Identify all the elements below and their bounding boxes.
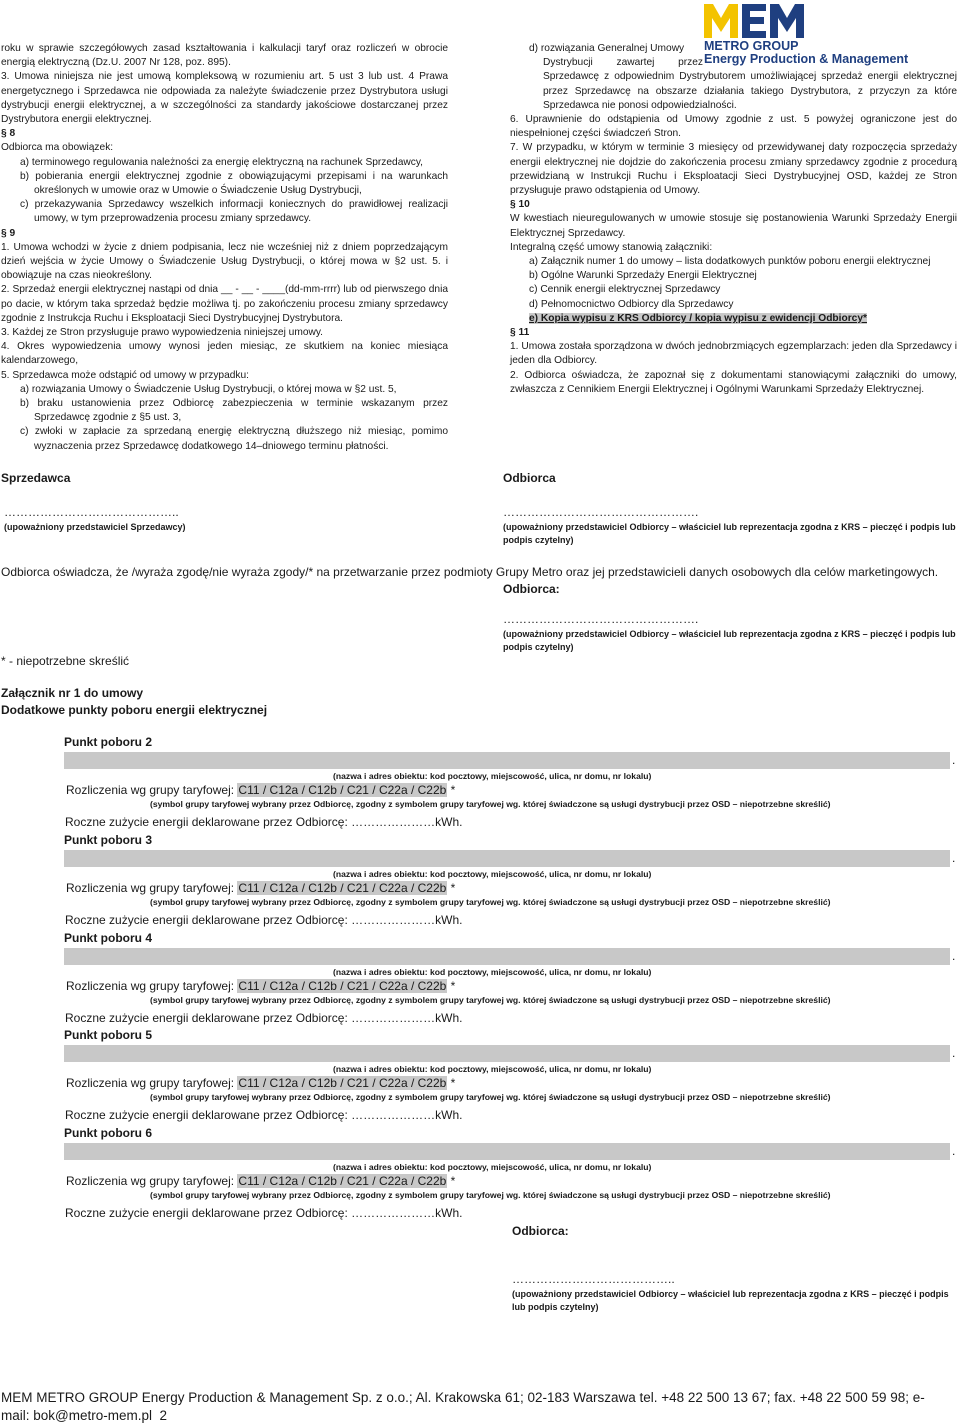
left-paragraph: 5. Sprzedawca może odstąpić od umowy w przypadku:: [1, 369, 250, 381]
logo-tagline-text: Energy Production & Management: [704, 52, 909, 66]
buyer-signature-title: Odbiorca: [503, 471, 556, 485]
logo-mark-icon: [704, 4, 808, 38]
usage-row: [65, 1011, 463, 1025]
address-end-dot: .: [952, 753, 956, 767]
marketing-consent-text: Odbiorca oświadcza, że /wyraża zgodę/nie wyraża zgody/* na przetwarzanie przez podmioty Grupy Metro oraz jej przedstawicieli danych osobowych dla celów marketingowych.: [1, 565, 939, 579]
tariff-label: Rozliczenia wg grupy taryfowej:: [66, 880, 235, 895]
clause-d-line3: Sprzedawcę z odpowiednim Dystrybutorem umożliwiającej sprzedaż energii elektrycznej przez Sprzedawcę na obszarze działania takiego Dystrybutora, z przyczyn za które Sprzedawca nie ponosi odpowiedzialności.: [543, 71, 957, 111]
left-paragraph: 3. Umowa niniejsza nie jest umową kompleksową w rozumieniu art. 5 ust 3 lub ust. 4 Prawa energetycznego i Sprzedawca nie odpowiada za należyte świadczenie przez Dystrybutora usługi dystrybucji energii elektrycznej, a w szczególności za standardy jakościowe dostarczanej przez Dystrybutora energii elektrycznej.: [1, 71, 448, 126]
left-paragraph: 4. Okres wypowiedzenia umowy wynosi jeden miesiąc, ze skutkiem na koniec miesiąca kalendarzowego,: [1, 341, 448, 367]
final-buyer-label: Odbiorca:: [512, 1224, 569, 1238]
left-column-text: [1, 42, 448, 454]
right-paragraph: c) Cennik energii elektrycznej Sprzedawcy: [529, 284, 721, 296]
tariff-group-select[interactable]: C11 / C12a / C12b / C21 / C22a / C22b: [238, 1076, 447, 1091]
usage-label: Roczne zużycie energii deklarowane przez Odbiorcę:: [65, 912, 348, 927]
left-paragraph: Odbiorca ma obowiązek:: [1, 142, 114, 154]
left-paragraph: b) pobierania energii elektrycznej zgodnie z obowiązującymi przepisami i na warunkach określonych w umowie oraz w Umowie o Świadczenie Usług Dystrybucji,: [20, 170, 448, 197]
tariff-star: *: [450, 1076, 456, 1091]
tariff-star: *: [450, 783, 456, 797]
right-column-text: [510, 113, 957, 397]
footnote-text: * - niepotrzebne skreślić: [1, 654, 130, 668]
usage-unit: kWh.: [435, 1206, 463, 1221]
consent-buyer-label: Odbiorca:: [503, 582, 560, 596]
left-paragraph: a) terminowego regulowania należności za energię elektryczną na rachunek Sprzedawcy,: [20, 156, 424, 168]
object-address-field[interactable]: [64, 948, 950, 965]
usage-label: Roczne zużycie energii deklarowane przez Odbiorcę:: [65, 1108, 348, 1123]
address-end-dot: .: [952, 850, 956, 865]
right-paragraph: § 10: [510, 199, 530, 211]
left-paragraph: c) przekazywania Sprzedawcy wszelkich informacji koniecznych do prawidłowej realizacji umowy, w tym przeprowadzenia procesu zmiany sprzedawcy.: [20, 199, 448, 225]
object-address-caption: (nazwa i adres obiektu: kod pocztowy, miejscowość, ulica, nr domu, nr lokalu): [333, 771, 652, 781]
left-paragraph: 1. Umowa wchodzi w życie z dniem podpisania, lecz nie wcześniej niż z dniem poprzedzającym dzień wejścia w życie Umowy o Świadczenie Usług Dystrybucji, o której mowa w §2 ust. 5. i obowiązuje na czas nieokreślony.: [1, 241, 448, 282]
left-paragraph: b) braku ustanowienia przez Odbiorcę zabezpieczenia w terminie wskazanym przez Sprzedawcę zgodnie z §5 ust. 3,: [20, 398, 448, 424]
annex-subtitle: Dodatkowe punkty poboru energii elektrycznej: [1, 703, 268, 717]
tariff-group-select[interactable]: C11 / C12a / C12b / C21 / C22a / C22b: [238, 978, 447, 993]
right_after-paragraph: 1. Umowa została sporządzona w dwóch jednobrzmiących egzemplarzach: jeden dla Sprzedawcy i jeden dla Odbiorcy.: [510, 341, 957, 367]
object-address-field[interactable]: [64, 1143, 950, 1160]
tariff-caption: (symbol grupy taryfowej wybrany przez Odbiorcę, zgodny z symbolem grupy taryfowej wg. której świadczone są usługi dystrybucji przez OSD – niepotrzebne skreślić): [150, 994, 831, 1005]
right-paragraph: d) Pełnomocnictwo Odbiorcy dla Sprzedawcy: [529, 298, 734, 310]
tariff-label: Rozliczenia wg grupy taryfowej:: [66, 783, 235, 797]
right-paragraph: 7. W przypadku, w którym w terminie 3 miesięcy od przewidywanej daty rozpoczęcia sprzedaży energii elektrycznej nie dojdzie do zakończenia procesu zmiany sprzedawcy zgodnie z procedurą przewidzianą w Instrukcji Ruchu i Eksploatacji Sieci Dystrybucyjnej OSD, każdej ze Stron przysługuje prawo odstąpienia od Umowy.: [510, 142, 957, 197]
clause-d-line2: Dystrybucji zawartej przez: [543, 57, 703, 69]
object-address-caption: (nazwa i adres obiektu: kod pocztowy, miejscowość, ulica, nr domu, nr lokalu): [333, 966, 652, 977]
tariff-star: *: [450, 880, 456, 895]
tariff-caption: (symbol grupy taryfowej wybrany przez Odbiorcę, zgodny z symbolem grupy taryfowej wg. której świadczone są usługi dystrybucji przez OSD – niepotrzebne skreślić): [150, 799, 831, 809]
object-address-field[interactable]: [64, 850, 950, 867]
final-buyer-line: …………………………………..: [512, 1272, 675, 1286]
object-address-field[interactable]: [64, 752, 950, 769]
tariff-caption: (symbol grupy taryfowej wybrany przez Odbiorcę, zgodny z symbolem grupy taryfowej wg. której świadczone są usługi dystrybucji przez OSD – niepotrzebne skreślić): [150, 896, 831, 907]
left-paragraph: a) rozwiązania Umowy o Świadczenie Usług Dystrybucji, o której mowa w §2 ust. 5,: [20, 383, 397, 395]
point-title: Punkt poboru 3: [64, 832, 152, 847]
tariff-row: [66, 979, 455, 993]
usage-value-field[interactable]: …………………: [351, 815, 436, 829]
seller-signature-line: ……………………………………..: [4, 505, 179, 519]
usage-label: Roczne zużycie energii deklarowane przez Odbiorcę:: [65, 1010, 348, 1025]
left-paragraph: 3. Każdej ze Stron przysługuje prawo wypowiedzenia niniejszej umowy.: [1, 327, 324, 339]
usage-unit: kWh.: [435, 1108, 463, 1123]
left-paragraph: 2. Sprzedaż energii elektrycznej nastąpi od dnia __ - __ - ____(dd-mm-rrrr) lub od pierwszego dnia po dacie, w którym taka sprzedaż będzie możliwa tj. po zakończeniu procesu zmiany sprzedawcy zgodnie z Instrukcja Ruchu i Eksploatacji Sieci Dystrybucyjnej Dystrybutora.: [1, 284, 448, 324]
consent-buyer-caption: (upoważniony przedstawiciel Odbiorcy – właściciel lub reprezentacja zgodna z KRS – pieczęć i podpis lub podpis czytelny): [503, 629, 956, 652]
right-paragraph: Integralną część umowy stanowią załączniki:: [510, 241, 713, 253]
left-paragraph: § 9: [1, 227, 16, 239]
tariff-row: [66, 881, 455, 895]
right-paragraph: W kwestiach nieuregulowanych w umowie stosuje się postanowienia Warunki Sprzedaży Energii Elektrycznej Sprzedawcy.: [510, 213, 957, 239]
usage-row: [65, 1206, 463, 1220]
usage-value-field[interactable]: …………………: [351, 1206, 436, 1221]
usage-unit: kWh.: [435, 912, 463, 927]
usage-row: [65, 913, 463, 927]
right-paragraph: b) Ogólne Warunki Sprzedaży Energii Elektrycznej: [529, 270, 757, 282]
attachment-e-highlight: [510, 312, 957, 326]
left-paragraph: roku w sprawie szczegółowych zasad kształtowania i kalkulacji taryf oraz rozliczeń w obrocie energią elektryczną (Dz.U. 2007 Nr 128, poz. 895).: [1, 43, 448, 69]
tariff-label: Rozliczenia wg grupy taryfowej:: [66, 978, 235, 993]
left-paragraph: § 8: [1, 128, 16, 140]
point-title: Punkt poboru 6: [64, 1126, 152, 1141]
address-end-dot: .: [952, 1046, 956, 1061]
usage-unit: kWh.: [435, 1010, 463, 1025]
tariff-group-select[interactable]: C11 / C12a / C12b / C21 / C22a / C22b: [238, 1174, 447, 1189]
object-address-caption: (nazwa i adres obiektu: kod pocztowy, miejscowość, ulica, nr domu, nr lokalu): [333, 1162, 652, 1173]
annex-title: Załącznik nr 1 do umowy: [1, 686, 144, 700]
tariff-group-select[interactable]: C11 / C12a / C12b / C21 / C22a / C22b: [238, 783, 447, 797]
usage-label: Roczne zużycie energii deklarowane przez Odbiorcę:: [65, 815, 348, 829]
right_after-paragraph: § 11: [510, 327, 530, 339]
usage-unit: kWh.: [435, 815, 463, 829]
page-footer: [1, 1389, 951, 1425]
right-paragraph: 6. Uprawnienie do odstąpienia od Umowy zgodnie z ust. 5 powyżej ograniczone jest do niespełnionej części świadczeń Stron.: [510, 114, 957, 140]
tariff-group-select[interactable]: C11 / C12a / C12b / C21 / C22a / C22b: [238, 880, 447, 895]
usage-value-field[interactable]: …………………: [351, 1010, 436, 1025]
seller-signature-title: Sprzedawca: [1, 471, 71, 485]
usage-row: [65, 815, 463, 829]
tariff-caption: (symbol grupy taryfowej wybrany przez Odbiorcę, zgodny z symbolem grupy taryfowej wg. której świadczone są usługi dystrybucji przez OSD – niepotrzebne skreślić): [150, 1190, 831, 1201]
address-end-dot: .: [952, 1144, 956, 1159]
right-column-top: [510, 42, 957, 113]
page-number: 2: [159, 1408, 168, 1423]
point-title: Punkt poboru 4: [64, 930, 152, 945]
tariff-label: Rozliczenia wg grupy taryfowej:: [66, 1174, 235, 1189]
usage-row: [65, 1108, 463, 1122]
object-address-field[interactable]: [64, 1045, 950, 1062]
consent-buyer-line: ………………………………………….: [503, 612, 699, 626]
usage-label: Roczne zużycie energii deklarowane przez Odbiorcę:: [65, 1206, 348, 1221]
attachment-e-text: e) Kopia wypisu z KRS Odbiorcy / kopia wypisu z ewidencji Odbiorcy*: [529, 312, 867, 324]
usage-value-field[interactable]: …………………: [351, 912, 436, 927]
usage-value-field[interactable]: …………………: [351, 1108, 436, 1123]
buyer-signature-caption: (upoważniony przedstawiciel Odbiorcy – właściciel lub reprezentacja zgodna z KRS – pieczęć i podpis lub podpis czytelny): [503, 522, 956, 545]
object-address-caption: (nazwa i adres obiektu: kod pocztowy, miejscowość, ulica, nr domu, nr lokalu): [333, 1064, 652, 1075]
object-address-caption: (nazwa i adres obiektu: kod pocztowy, miejscowość, ulica, nr domu, nr lokalu): [333, 868, 652, 879]
point-title: Punkt poboru 2: [64, 735, 152, 749]
seller-signature-caption: (upoważniony przedstawiciel Sprzedawcy): [4, 522, 186, 532]
right_after-paragraph: 2. Odbiorca oświadcza, że zapoznał się z dokumentami stanowiącymi załączniki do umowy, zwłaszcza z Cennikiem Energii Elektrycznej i Ogólnymi Warunkami Sprzedaży Elektrycznej.: [510, 369, 957, 395]
address-end-dot: .: [952, 948, 956, 963]
footer-company-info: MEM METRO GROUP Energy Production & Management Sp. z o.o.; Al. Krakowska 61; 02-183 Warszawa tel. +48 22 500 13 67; fax. +48 22 500 59 98; e-mail: bok@metro-mem.pl: [1, 1390, 925, 1423]
tariff-star: *: [450, 978, 456, 993]
buyer-signature-line: ………………………………………….: [503, 505, 699, 519]
tariff-row: [66, 1174, 455, 1188]
tariff-caption: (symbol grupy taryfowej wybrany przez Odbiorcę, zgodny z symbolem grupy taryfowej wg. której świadczone są usługi dystrybucji przez OSD – niepotrzebne skreślić): [150, 1092, 831, 1103]
tariff-label: Rozliczenia wg grupy taryfowej:: [66, 1076, 235, 1091]
clause-d-line1: d) rozwiązania Generalnej Umowy: [529, 43, 685, 54]
logo-group-text: METRO GROUP: [704, 39, 799, 53]
point-title: Punkt poboru 5: [64, 1028, 152, 1043]
tariff-star: *: [450, 1174, 456, 1189]
left-paragraph: c) zwłoki w zapłacie za sprzedaną energię elektryczną dłuższego niż miesiąc, pomimo wyznaczenia przez Sprzedawcę dodatkowego 14–dniowego terminu płatności.: [20, 426, 448, 452]
tariff-row: [66, 783, 455, 797]
final-buyer-caption: (upoważniony przedstawiciel Odbiorcy – właściciel lub reprezentacja zgodna z KRS – pieczęć i podpis lub podpis czytelny): [512, 1289, 949, 1312]
right-paragraph: a) Załącznik numer 1 do umowy – lista dodatkowych punktów poboru energii elektrycznej: [529, 256, 931, 268]
tariff-row: [66, 1076, 455, 1090]
